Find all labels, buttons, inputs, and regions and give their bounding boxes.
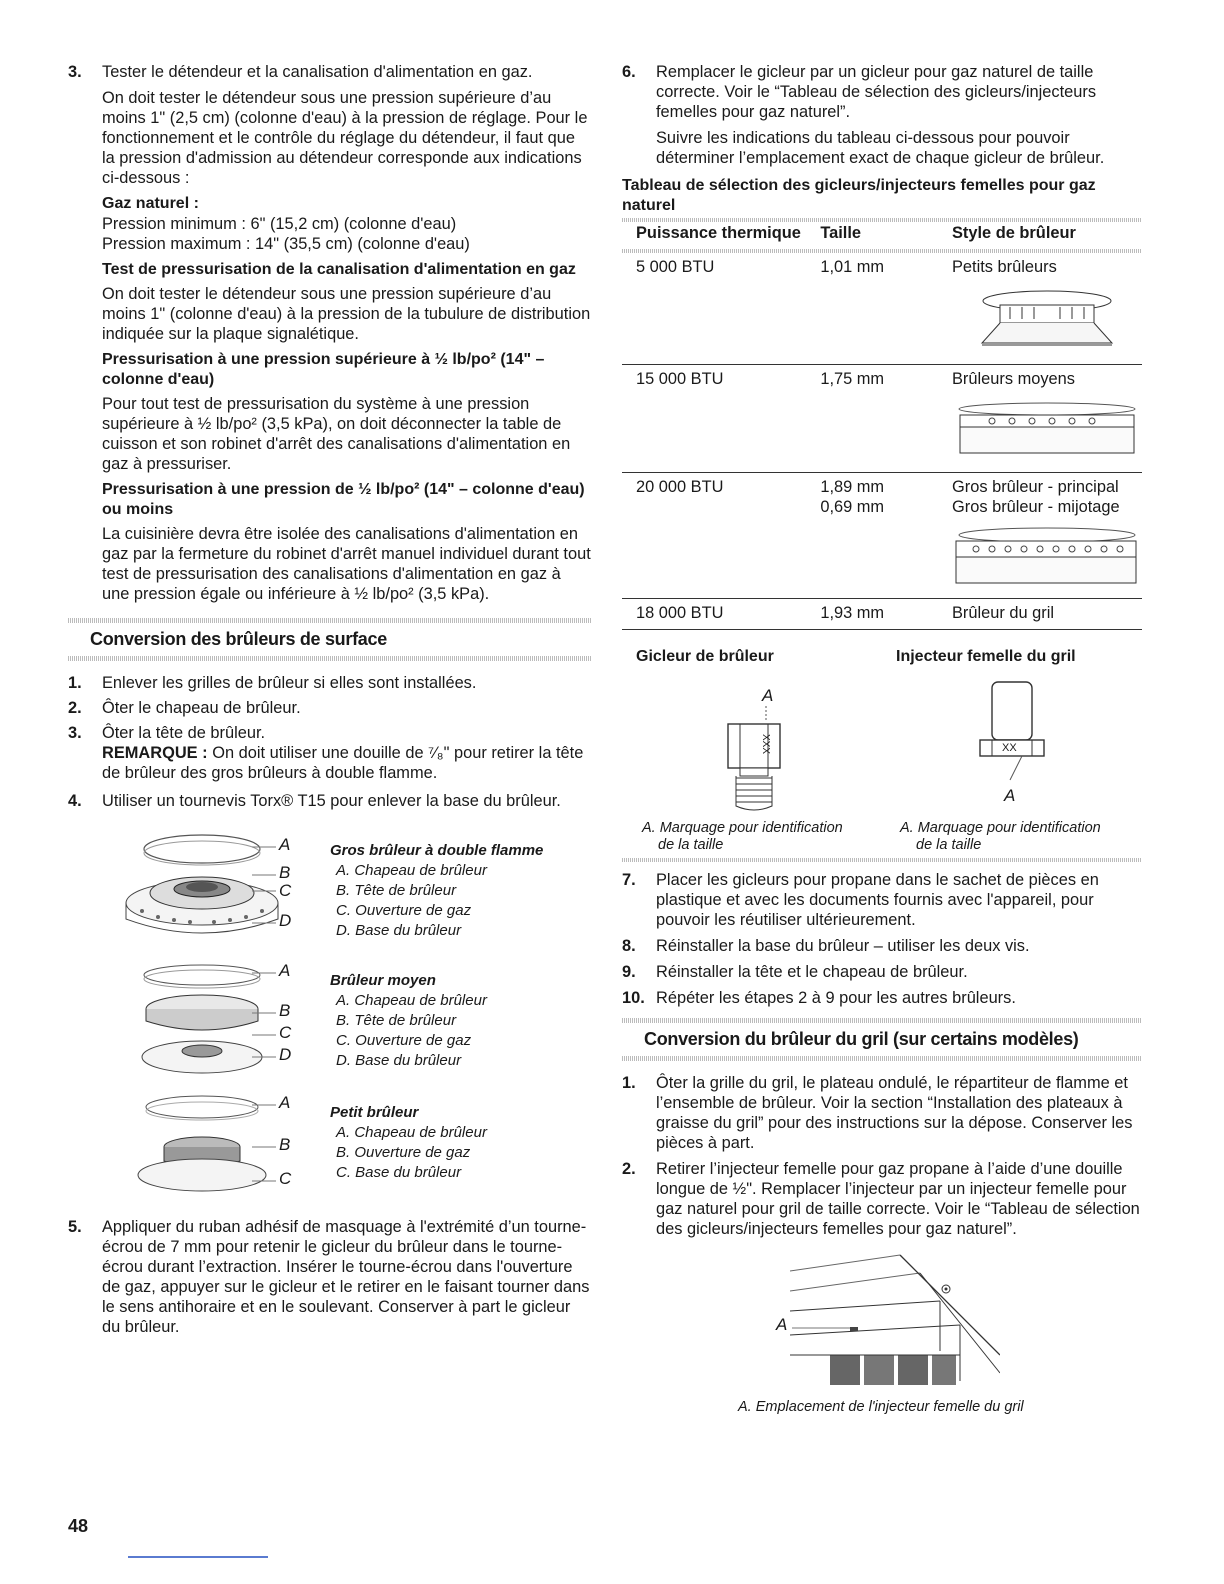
injector-illustration bbox=[978, 680, 1058, 790]
large-burner-icon bbox=[952, 525, 1142, 591]
page-number: 48 bbox=[68, 1516, 89, 1536]
broil-letter: A bbox=[776, 1315, 788, 1334]
list-item: 4. Utiliser un tournevis Torx® T15 pour enlever la base du brûleur. bbox=[68, 792, 561, 810]
divider bbox=[622, 858, 1142, 862]
list-item: 6. Remplacer le gicleur par un gicleur pour gaz naturel de taille correcte. Voir le “Tableau de sélection des gicleurs/injecteurs femelles pour gaz naturel”. bbox=[622, 63, 1097, 121]
burner-medium-legend: Brûleur moyen A. Chapeau de brûleur B. Tête de brûleur C. Ouverture de gaz D. Base du brûleur bbox=[330, 972, 487, 1069]
list-item: 1. Enlever les grilles de brûleur si elles sont installées. bbox=[68, 674, 477, 692]
section-title: Conversion des brûleurs de surface bbox=[90, 629, 387, 649]
step-3-body: On doit tester le détendeur sous une pression supérieure d’au moins 1" (2,5 cm) (colonne d'eau) à la pression de réglage. Pour le fonctionnement et le contrôle du réglage du détendeur, il faut que la pression d'admission au détendeur corresponde aux indications ci-dessous : bbox=[102, 89, 588, 187]
table-row: 20 000 BTU 1,89 mm 0,69 mm Gros brûleur - principal Gros brûleur - mijotage bbox=[622, 473, 1142, 599]
orifice-illustration bbox=[726, 706, 806, 816]
callout-letter: A bbox=[279, 1093, 291, 1112]
burner-large-legend: Gros brûleur à double flamme A. Chapeau de brûleur B. Tête de brûleur C. Ouverture de gaz D. Base du brûleur bbox=[330, 842, 544, 939]
right-column bbox=[622, 62, 1142, 1421]
gas-title: Gaz naturel : bbox=[102, 195, 199, 212]
table-header: Puissance thermique bbox=[636, 224, 801, 242]
callout-letter: B bbox=[279, 863, 291, 882]
callout-letter: C bbox=[279, 881, 292, 900]
table-title: Tableau de sélection des gicleurs/injecteurs femelles pour gaz naturel bbox=[622, 177, 1096, 214]
left-column bbox=[68, 62, 592, 1343]
table-row: 18 000 BTU 1,93 mm Brûleur du gril bbox=[622, 599, 1142, 630]
table-header: Style de brûleur bbox=[952, 224, 1076, 242]
broil-illustration bbox=[790, 1251, 1000, 1387]
callout-letter: D bbox=[279, 1045, 292, 1064]
burner-medium bbox=[122, 959, 592, 1087]
table-header: Taille bbox=[820, 224, 862, 242]
gas-max: Pression maximum : 14" (35,5 cm) (colonne d'eau) bbox=[102, 235, 470, 253]
note bbox=[68, 743, 592, 783]
broil-caption: A. Emplacement de l'injecteur femelle du gril bbox=[738, 1399, 1024, 1415]
callout-letter: C bbox=[279, 1023, 292, 1042]
list-item: 9. Réinstaller la tête et le chapeau de brûleur. bbox=[622, 963, 968, 981]
callout-letter: A bbox=[279, 961, 291, 980]
test-body: On doit tester le détendeur sous une pression supérieure d’au moins 1" (colonne d'eau) à la pression de la tubulure de distribution indiquée sur la plaque signalétique. bbox=[102, 285, 591, 343]
list-item: 5. Appliquer du ruban adhésif de masquage à l'extrémité d’un tourne-écrou de 7 mm pour retenir le gicleur du brûleur dans le tourne-écrou durant l’extraction. Insérer le tourne-écrou dans l'ouverture de gaz, appuyer sur le gicleur et le retirer en le faisant tourner dans le sens antihoraire et en le soulevant. Conserver à part le gicleur du brûleur. bbox=[68, 1218, 590, 1336]
list-item: 7. Placer les gicleurs pour propane dans le sachet de pièces en plastique et avec les documents fournis avec l'appareil, pour pouvoir les réutiliser ultérieurement. bbox=[622, 871, 1099, 929]
section-title: Conversion du brûleur du gril (sur certains modèles) bbox=[644, 1029, 1079, 1049]
list-item: 3. Ôter la tête de brûleur. bbox=[68, 724, 266, 742]
burner-small-legend: Petit brûleur A. Chapeau de brûleur B. Ouverture de gaz C. Base du brûleur bbox=[330, 1104, 487, 1181]
list-item: 2. Retirer l’injecteur femelle pour gaz propane à l’aide d’une douille longue de ½". Remplacer l’injecteur par un injecteur femelle pour gaz naturel pour gril de taille correcte. Voir le “Tableau de sélection des gicleurs/injecteurs femelles pour gaz naturel”. bbox=[622, 1160, 1140, 1238]
medium-burner-icon bbox=[952, 399, 1142, 463]
footer-line bbox=[128, 1556, 268, 1558]
broil-figure bbox=[622, 1251, 1142, 1421]
callout-letter: B bbox=[279, 1135, 291, 1154]
press-low-body: La cuisinière devra être isolée des canalisations d'alimentation en gaz par la fermeture du robinet d'arrêt manuel individuel durant tout test de pressurisation des canalisations d'alimentation en gaz à une pression égale ou inférieure à ½ lb/po² (3,5 kPa). bbox=[102, 525, 591, 603]
table-row: 5 000 BTU 1,01 mm Petits brûleurs bbox=[622, 253, 1142, 365]
callout-letter: D bbox=[279, 911, 292, 930]
step-3-title: Tester le détendeur et la canalisation d'alimentation en gaz. bbox=[102, 63, 533, 81]
orifice-mark: XXX bbox=[760, 734, 771, 755]
injector-title: Injecteur femelle du gril bbox=[896, 648, 1076, 665]
list-item: 1. Ôter la grille du gril, le plateau ondulé, le répartiteur de flamme et l’ensemble de brûleur. Voir la section “Installation des plateaux à graisse du gril” pour des instructions sur la dépose. Conserver les pièces à part. bbox=[622, 1074, 1133, 1152]
orifice-letter: A bbox=[762, 686, 774, 705]
step-3: 3. Tester le détendeur et la canalisation d'alimentation en gaz. bbox=[68, 63, 533, 81]
leader-line bbox=[792, 1325, 852, 1331]
callout-letter: B bbox=[279, 1001, 291, 1020]
small-burner-icon bbox=[972, 287, 1122, 355]
injector-table bbox=[622, 222, 1142, 630]
note-label: REMARQUE : bbox=[102, 744, 208, 762]
list-item: 2. Ôter le chapeau de brûleur. bbox=[68, 699, 301, 717]
note-text: On doit utiliser une douille de ⁷⁄₈" pour retirer la tête de brûleur des gros brûleurs à double flamme. bbox=[102, 744, 584, 782]
press-low-title: Pressurisation à une pression de ½ lb/po² (14" – colonne d'eau) ou moins bbox=[102, 481, 585, 518]
callout-letter: C bbox=[279, 1169, 292, 1188]
section-broil bbox=[622, 1018, 1142, 1061]
burner-large bbox=[122, 831, 592, 955]
gas-min: Pression minimum : 6" (15,2 cm) (colonne d'eau) bbox=[102, 215, 457, 233]
press-high-body: Pour tout test de pressurisation du système à une pression supérieure à ½ lb/po² (3,5 kPa), on doit déconnecter la table de cuisson et son robinet d'arrêt des canalisations d'alimentation en gaz à pressuriser. bbox=[102, 395, 571, 473]
list-item: 8. Réinstaller la base du brûleur – utiliser les deux vis. bbox=[622, 937, 1030, 955]
orifice-caption: A. Marquage pour identification de la taille bbox=[642, 820, 843, 853]
orifice-title: Gicleur de brûleur bbox=[636, 648, 774, 665]
list-item: 10. Répéter les étapes 2 à 9 pour les autres brûleurs. bbox=[622, 989, 1016, 1007]
callout-letter: A bbox=[279, 835, 291, 854]
injector-letter: A bbox=[1004, 786, 1016, 805]
test-title: Test de pressurisation de la canalisation d'alimentation en gaz bbox=[102, 261, 576, 278]
orifice-figures bbox=[622, 644, 1142, 858]
burner-small bbox=[122, 1091, 592, 1203]
step-6-body: Suivre les indications du tableau ci-dessous pour pouvoir déterminer l’emplacement exact de chaque gicleur de brûleur. bbox=[656, 129, 1105, 167]
section-surface bbox=[68, 618, 592, 661]
injector-mark: XX bbox=[1002, 742, 1017, 754]
table-row: 15 000 BTU 1,75 mm Brûleurs moyens bbox=[622, 365, 1142, 473]
injector-caption: A. Marquage pour identification de la taille bbox=[900, 820, 1101, 853]
press-high-title: Pressurisation à une pression supérieure à ½ lb/po² (14" – colonne d'eau) bbox=[102, 351, 545, 388]
